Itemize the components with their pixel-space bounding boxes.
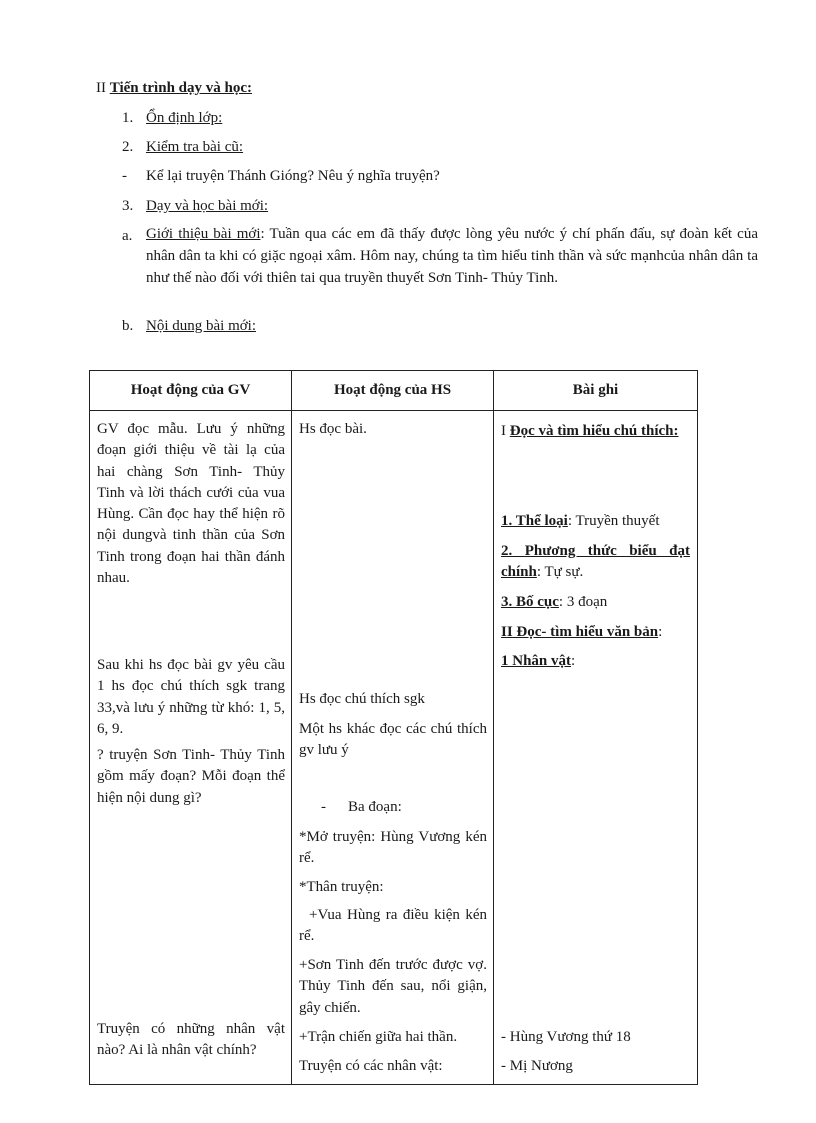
header-hs: Hoạt động của HS (292, 371, 494, 411)
gv-paragraph: ? truyện Sơn Tinh- Thủy Tinh gồm mấy đoạn? Mỗi đoạn thể hiện nội dung gì? (97, 747, 285, 806)
hs-paragraph: +Trận chiến giữa hai thần. (299, 1029, 458, 1045)
content-label: Nội dung bài mới: (146, 318, 257, 334)
item-number: - (122, 168, 127, 184)
item-number: 2. (122, 139, 134, 155)
intro-paragraph (146, 223, 758, 289)
item-text: Kể lại truyện Thánh Gióng? Nêu ý nghĩa truyện? (146, 168, 440, 184)
item-text: Dạy và học bài mới: (146, 198, 269, 214)
notes-heading-text: II Đọc- tìm hiểu văn bản (501, 624, 659, 640)
notes-item-suffix: : (571, 653, 576, 669)
header-gv: Hoạt động của GV (90, 371, 292, 411)
gv-paragraph: GV đọc mẫu. Lưu ý những đoạn giới thiệu về tài lạ của hai chàng Sơn Tinh- Thủy Tinh và lời thách cưới của vua Hùng. Cần đọc hay thể hiện rõ nội dungvà tinh thần của Sơn Tinh trong đoạn hai thần đánh nhau. (97, 421, 285, 587)
section-heading (96, 78, 252, 98)
gv-paragraph: Truyện có những nhân vật nào? Ai là nhân vật chính? (97, 1021, 285, 1059)
notes-heading-text: Đọc và tìm hiểu chú thích: (509, 423, 679, 439)
hs-list-text: Ba đoạn: (348, 799, 402, 815)
section-title: Tiến trình dạy và học: (109, 80, 252, 96)
notes-heading-1 (501, 421, 690, 442)
item-text: Kiểm tra bài cũ: (146, 139, 244, 155)
item-number: 1. (122, 110, 134, 126)
hs-paragraph: Một hs khác đọc các chú thích gv lưu ý (299, 721, 487, 759)
notes-item (501, 651, 690, 672)
notes-heading-prefix: I (501, 423, 506, 439)
hs-paragraph: +Vua Hùng ra điều kiện kén rể. (299, 907, 487, 945)
hs-paragraph: Truyện có các nhân vật: (299, 1058, 443, 1074)
item-number: 3. (122, 198, 134, 214)
section-prefix: II (96, 80, 106, 96)
notes-item-label: 1. Thể loại (501, 513, 568, 529)
notes-item (501, 592, 690, 613)
table-row (90, 411, 698, 1085)
notes-heading-suffix: : (658, 624, 663, 640)
hs-paragraph: +Sơn Tinh đến trước được vợ. Thủy Tinh đến sau, nổi giận, gây chiến. (299, 957, 487, 1016)
notes-item-text: : 3 đoạn (558, 594, 608, 610)
notes-item-label: 1 Nhân vật (501, 653, 572, 669)
intro-text: : Tuần qua các em đã thấy được lòng yêu nước ý chí phấn đấu, sự đoàn kết của nhân dân ta khi có giặc ngoại xâm. Hôm nay, chúng ta tìm hiểu tinh thần và sức mạnhcủa nhân dân ta như thế nào đối với thiên tai qua truyền thuyết Sơn Tinh- Thủy Tinh. (146, 226, 758, 286)
notes-item-text: : Tự sự. (536, 564, 584, 581)
header-notes: Bài ghi (494, 371, 698, 411)
intro-number: a. (122, 228, 133, 244)
hs-paragraph: Hs đọc chú thích sgk (299, 691, 425, 707)
hs-paragraph: Hs đọc bài. (299, 421, 367, 437)
notes-cell (494, 411, 698, 1085)
notes-character: - Mị Nương (501, 1058, 573, 1074)
gv-paragraph: Sau khi hs đọc bài gv yêu cầu 1 hs đọc chú thích sgk trang 33,và lưu ý những từ khó: 1, 5, 6, 9. (97, 657, 285, 737)
hs-list-item: - Ba đoạn: (321, 799, 402, 815)
notes-item-label: 3. Bố cục (501, 594, 559, 610)
content-number: b. (122, 318, 134, 334)
gv-cell (90, 411, 292, 1085)
notes-item (501, 511, 690, 532)
notes-character: - Hùng Vương thứ 18 (501, 1029, 631, 1045)
intro-label: Giới thiệu bài mới (146, 226, 261, 242)
notes-item-label: 2. Phương thức biểu đạt chính (501, 543, 690, 581)
lesson-table (89, 370, 698, 1085)
hs-cell (292, 411, 494, 1085)
notes-item (501, 541, 690, 584)
item-text: Ổn định lớp: (146, 110, 223, 126)
hs-paragraph: *Mở truyện: Hùng Vương kén rể. (299, 829, 487, 867)
table-header-row (90, 371, 698, 411)
notes-item-text: : Truyền thuyết (567, 513, 660, 529)
hs-paragraph: *Thân truyện: (299, 879, 384, 895)
notes-heading-2 (501, 622, 690, 643)
